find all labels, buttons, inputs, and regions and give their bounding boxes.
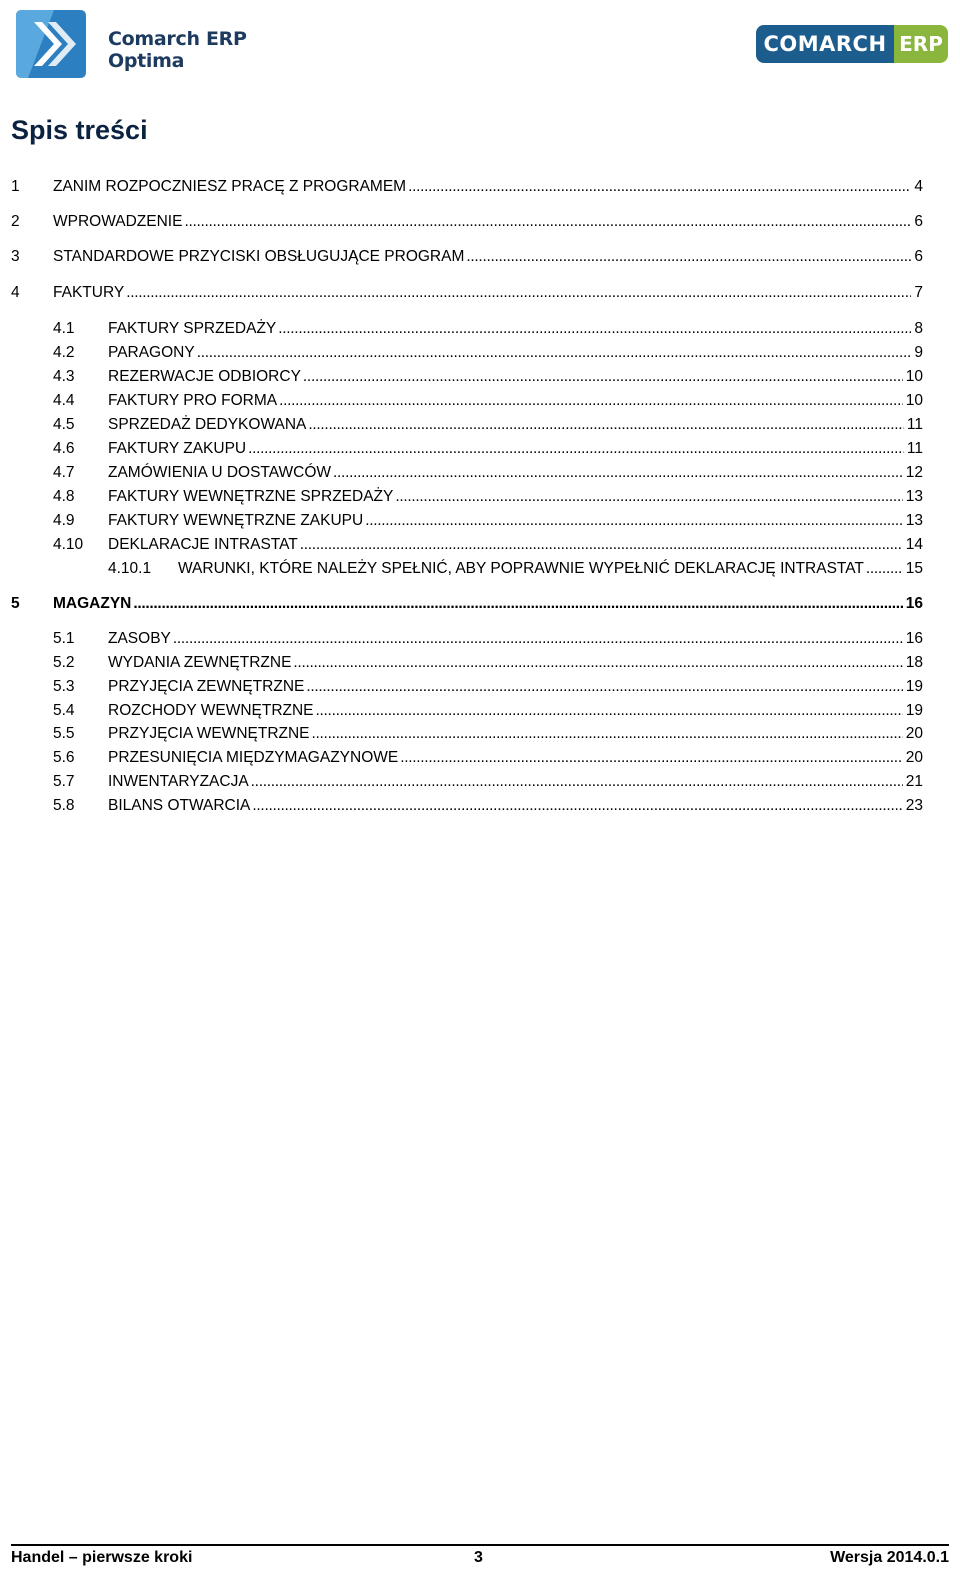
toc-title: ZANIM ROZPOCZNIESZ PRACĘ Z PROGRAMEM [53, 178, 407, 195]
toc-number: 4.3 [53, 368, 75, 385]
toc-number: 4.6 [53, 440, 75, 457]
toc-entry[interactable] [11, 210, 923, 234]
toc-leader [365, 509, 903, 533]
toc-title: BILANS OTWARCIA [108, 797, 251, 814]
toc-page: 7 [914, 284, 923, 301]
toc-leader [133, 592, 902, 616]
toc-title: REZERWACJE ODBIORCY [108, 368, 301, 385]
toc-leader [466, 245, 911, 269]
toc-leader [333, 461, 903, 485]
toc-title: PARAGONY [108, 344, 195, 361]
footer-document-title: Handel – pierwsze kroki [11, 1549, 193, 1566]
toc-page: 13 [905, 512, 923, 529]
toc-title: WYDANIA ZEWNĘTRZNE [108, 654, 292, 671]
toc-leader [252, 794, 902, 818]
toc-leader [308, 413, 904, 437]
logo-line-2: Optima [108, 50, 185, 72]
toc-entry[interactable] [53, 699, 923, 723]
toc-number: 5.6 [53, 749, 75, 766]
toc-title: PRZYJĘCIA ZEWNĘTRZNE [108, 678, 305, 695]
toc-title: FAKTURY SPRZEDAŻY [108, 320, 277, 337]
toc-number: 4.10 [53, 536, 84, 553]
toc-entry[interactable] [11, 175, 923, 199]
toc-page: 16 [905, 630, 923, 647]
optima-logo-icon [14, 8, 88, 80]
comarch-erp-optima-logo [14, 8, 254, 80]
toc-title: SPRZEDAŻ DEDYKOWANA [108, 416, 307, 433]
toc-entry[interactable] [11, 281, 923, 305]
toc-number: 5.5 [53, 725, 75, 742]
toc-number: 5 [11, 595, 20, 612]
toc-number: 4.9 [53, 512, 75, 529]
brand-logo-comarch: COMARCH [756, 25, 894, 63]
toc-leader [251, 770, 903, 794]
toc-title: ROZCHODY WEWNĘTRZNE [108, 702, 314, 719]
toc-leader [197, 341, 912, 365]
toc-page: 13 [905, 488, 923, 505]
toc-page: 14 [905, 536, 923, 553]
toc-page: 23 [905, 797, 923, 814]
comarch-erp-brand-logo [756, 25, 948, 63]
toc-entry[interactable] [53, 794, 923, 818]
toc-number: 5.2 [53, 654, 75, 671]
toc-title: FAKTURY WEWNĘTRZNE ZAKUPU [108, 512, 364, 529]
toc-number: 4.5 [53, 416, 75, 433]
toc-entry[interactable] [53, 437, 923, 461]
footer-page-number: 3 [474, 1549, 483, 1566]
toc-leader [395, 485, 902, 509]
toc-entry[interactable] [53, 509, 923, 533]
toc-page: 19 [905, 702, 923, 719]
toc-page: 8 [914, 320, 923, 337]
toc-leader [173, 627, 903, 651]
toc-title: STANDARDOWE PRZYCISKI OBSŁUGUJĄCE PROGRAM [53, 248, 465, 265]
page-title: Spis treści [11, 115, 148, 145]
toc-leader [316, 699, 903, 723]
toc-entry[interactable] [53, 485, 923, 509]
toc-leader [400, 746, 903, 770]
footer-version: Wersja 2014.0.1 [830, 1549, 949, 1566]
toc-title: FAKTURY ZAKUPU [108, 440, 247, 457]
toc-page: 12 [905, 464, 923, 481]
toc-page: 4 [914, 178, 923, 195]
toc-page: 18 [905, 654, 923, 671]
toc-entry[interactable] [11, 592, 923, 616]
toc-title: WARUNKI, KTÓRE NALEŻY SPEŁNIĆ, ABY POPRAWNIE WYPEŁNIĆ DEKLARACJĘ INTRASTAT [178, 560, 864, 577]
toc-entry[interactable] [53, 722, 923, 746]
toc-number: 5.1 [53, 630, 75, 647]
toc-entry[interactable] [108, 557, 923, 581]
toc-title: MAGAZYN [53, 595, 132, 612]
toc-page: 20 [905, 749, 923, 766]
toc-title: PRZESUNIĘCIA MIĘDZYMAGAZYNOWE [108, 749, 399, 766]
toc-title: DEKLARACJE INTRASTAT [108, 536, 298, 553]
toc-entry[interactable] [53, 651, 923, 675]
toc-leader [312, 722, 903, 746]
toc-number: 5.4 [53, 702, 75, 719]
toc-leader [278, 317, 911, 341]
toc-number: 4 [11, 284, 20, 301]
footer-divider [11, 1544, 949, 1546]
toc-page: 15 [905, 560, 923, 577]
toc-leader [408, 175, 911, 199]
toc-page: 10 [905, 368, 923, 385]
toc-leader [293, 651, 902, 675]
toc-page: 16 [905, 595, 923, 612]
toc-entry[interactable] [53, 746, 923, 770]
toc-title: ZASOBY [108, 630, 171, 647]
toc-title: FAKTURY PRO FORMA [108, 392, 278, 409]
toc-title: INWENTARYZACJA [108, 773, 249, 790]
toc-entry[interactable] [53, 341, 923, 365]
toc-title: ZAMÓWIENIA U DOSTAWCÓW [108, 464, 332, 481]
toc-leader [279, 389, 903, 413]
toc-entry[interactable] [53, 317, 923, 341]
toc-number: 1 [11, 178, 20, 195]
toc-number: 4.8 [53, 488, 75, 505]
toc-page: 9 [914, 344, 923, 361]
toc-number: 3 [11, 248, 20, 265]
logo-line-1: Comarch ERP [108, 28, 247, 50]
toc-title: FAKTURY [53, 284, 125, 301]
toc-number: 4.2 [53, 344, 75, 361]
toc-number: 5.3 [53, 678, 75, 695]
toc-page: 21 [905, 773, 923, 790]
toc-page: 11 [906, 416, 923, 433]
toc-number: 4.1 [53, 320, 75, 337]
toc-title: PRZYJĘCIA WEWNĘTRZNE [108, 725, 310, 742]
toc-entry[interactable] [53, 770, 923, 794]
toc-entry[interactable] [53, 413, 923, 437]
toc-leader [248, 437, 904, 461]
toc-entry[interactable] [53, 675, 923, 699]
toc-page: 6 [914, 248, 923, 265]
toc-entry[interactable] [53, 461, 923, 485]
toc-number: 5.7 [53, 773, 75, 790]
toc-entry[interactable] [53, 533, 923, 557]
optima-logo-text [108, 28, 247, 72]
toc-page: 6 [914, 213, 923, 230]
toc-page: 11 [906, 440, 923, 457]
toc-title: WPROWADZENIE [53, 213, 183, 230]
toc-leader [306, 675, 902, 699]
toc-page: 19 [905, 678, 923, 695]
toc-page: 20 [905, 725, 923, 742]
toc-number: 4.10.1 [108, 560, 152, 577]
toc-page: 10 [905, 392, 923, 409]
toc-entry[interactable] [53, 627, 923, 651]
toc-leader [303, 365, 903, 389]
brand-logo-erp: ERP [894, 25, 948, 63]
toc-leader [126, 281, 911, 305]
toc-title: FAKTURY WEWNĘTRZNE SPRZEDAŻY [108, 488, 394, 505]
toc-entry[interactable] [11, 245, 923, 269]
toc-leader [866, 557, 903, 581]
toc-number: 5.8 [53, 797, 75, 814]
toc-number: 4.4 [53, 392, 75, 409]
toc-leader [184, 210, 911, 234]
toc-number: 2 [11, 213, 20, 230]
toc-entry[interactable] [53, 365, 923, 389]
toc-entry[interactable] [53, 389, 923, 413]
toc-leader [300, 533, 903, 557]
toc-number: 4.7 [53, 464, 75, 481]
